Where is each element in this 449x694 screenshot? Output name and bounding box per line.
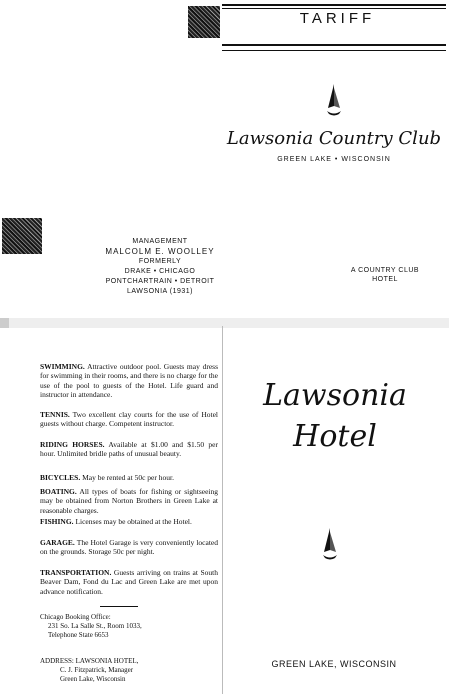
section-rule bbox=[100, 606, 138, 607]
address-line-2: Green Lake, Wisconsin bbox=[60, 675, 126, 683]
green-lake-location: GREEN LAKE, WISCONSIN bbox=[271, 659, 397, 669]
tariff-title: TARIFF bbox=[299, 10, 376, 27]
management-line-1: DRAKE • CHICAGO bbox=[124, 268, 196, 275]
amenity-fishing bbox=[40, 517, 218, 526]
amenity-heading: FISHING. bbox=[40, 517, 74, 526]
amenity-heading: TRANSPORTATION. bbox=[40, 568, 112, 577]
scan-noise-top bbox=[188, 6, 220, 38]
center-fold bbox=[222, 326, 223, 694]
booking-line-2: Telephone State 6653 bbox=[48, 631, 109, 639]
amenity-garage bbox=[40, 538, 218, 557]
amenity-text: Attractive outdoor pool. Guests may dress for swimming in their rooms, and there is no charge for the use of the pool to guests of the Hotel. Life guard and instructor in attendance. bbox=[40, 362, 218, 399]
fold-divider bbox=[0, 318, 449, 328]
amenity-boating bbox=[40, 487, 218, 515]
management-label: MANAGEMENT bbox=[132, 238, 188, 245]
amenity-text: Guests arriving on trains at South Beaver Dam, Fond du Lac and Green Lake are met upon advance notification. bbox=[40, 568, 218, 596]
amenity-text: Licenses may be obtained at the Hotel. bbox=[75, 517, 192, 526]
country-club-line-1: A COUNTRY CLUB bbox=[350, 267, 420, 274]
management-line-3: LAWSONIA (1931) bbox=[127, 288, 193, 295]
amenity-text: The Hotel Garage is very conveniently located on the grounds. Storage 50c per night. bbox=[40, 538, 218, 557]
tariff-rule-top-thin bbox=[222, 8, 446, 9]
booking-office bbox=[40, 613, 218, 640]
booking-label: Chicago Booking Office: bbox=[40, 613, 111, 621]
amenity-riding bbox=[40, 440, 218, 459]
amenity-heading: BOATING. bbox=[40, 487, 77, 496]
tariff-rule-bottom bbox=[222, 44, 446, 46]
amenity-heading: BICYCLES. bbox=[40, 473, 81, 482]
tariff-rule-bottom-thin bbox=[222, 50, 446, 51]
amenity-text: May be rented at 50c per hour. bbox=[82, 473, 174, 482]
amenity-text: All types of boats for fishing or sightseeing may be obtained from Norton Brothers in Green Lake at reasonable charges. bbox=[40, 487, 218, 515]
sailboat-logo-icon bbox=[324, 84, 344, 120]
booking-line-1: 231 So. La Salle St., Room 1033, bbox=[48, 622, 142, 630]
amenity-heading: GARAGE. bbox=[40, 538, 75, 547]
country-club-line-2: HOTEL bbox=[372, 276, 398, 283]
address-line-1: C. J. Fitzpatrick, Manager bbox=[60, 666, 134, 674]
club-name: Lawsonia Country Club bbox=[226, 128, 442, 149]
club-location: GREEN LAKE • WISCONSIN bbox=[277, 156, 391, 163]
scan-noise-left bbox=[2, 218, 42, 254]
address-label: ADDRESS: LAWSONIA HOTEL, bbox=[40, 657, 139, 665]
amenity-tennis bbox=[40, 410, 218, 429]
amenity-swimming bbox=[40, 362, 218, 399]
sailboat-logo-icon bbox=[320, 528, 340, 564]
amenity-transportation bbox=[40, 568, 218, 596]
amenity-text: Two excellent clay courts for the use of Hotel guests without charge. Competent instructor. bbox=[40, 410, 218, 429]
amenity-heading: SWIMMING. bbox=[40, 362, 85, 371]
country-club-hotel bbox=[330, 266, 440, 284]
manager-name: MALCOLM E. WOOLLEY bbox=[105, 247, 215, 256]
hotel-address bbox=[40, 657, 218, 684]
hotel-title-line-1: Lawsonia bbox=[263, 378, 407, 413]
formerly-label: FORMERLY bbox=[138, 258, 182, 265]
tariff-rule-top bbox=[222, 4, 446, 6]
amenity-heading: RIDING HORSES. bbox=[40, 440, 105, 449]
management-block bbox=[90, 237, 230, 297]
amenity-heading: TENNIS. bbox=[40, 410, 70, 419]
amenity-bicycles bbox=[40, 473, 218, 482]
management-line-2: PONTCHARTRAIN • DETROIT bbox=[105, 278, 215, 285]
amenity-text: Available at $1.00 and $1.50 per hour. Unlimited bridle paths of unusual beauty. bbox=[40, 440, 218, 459]
hotel-title-line-2: Hotel bbox=[293, 419, 377, 454]
